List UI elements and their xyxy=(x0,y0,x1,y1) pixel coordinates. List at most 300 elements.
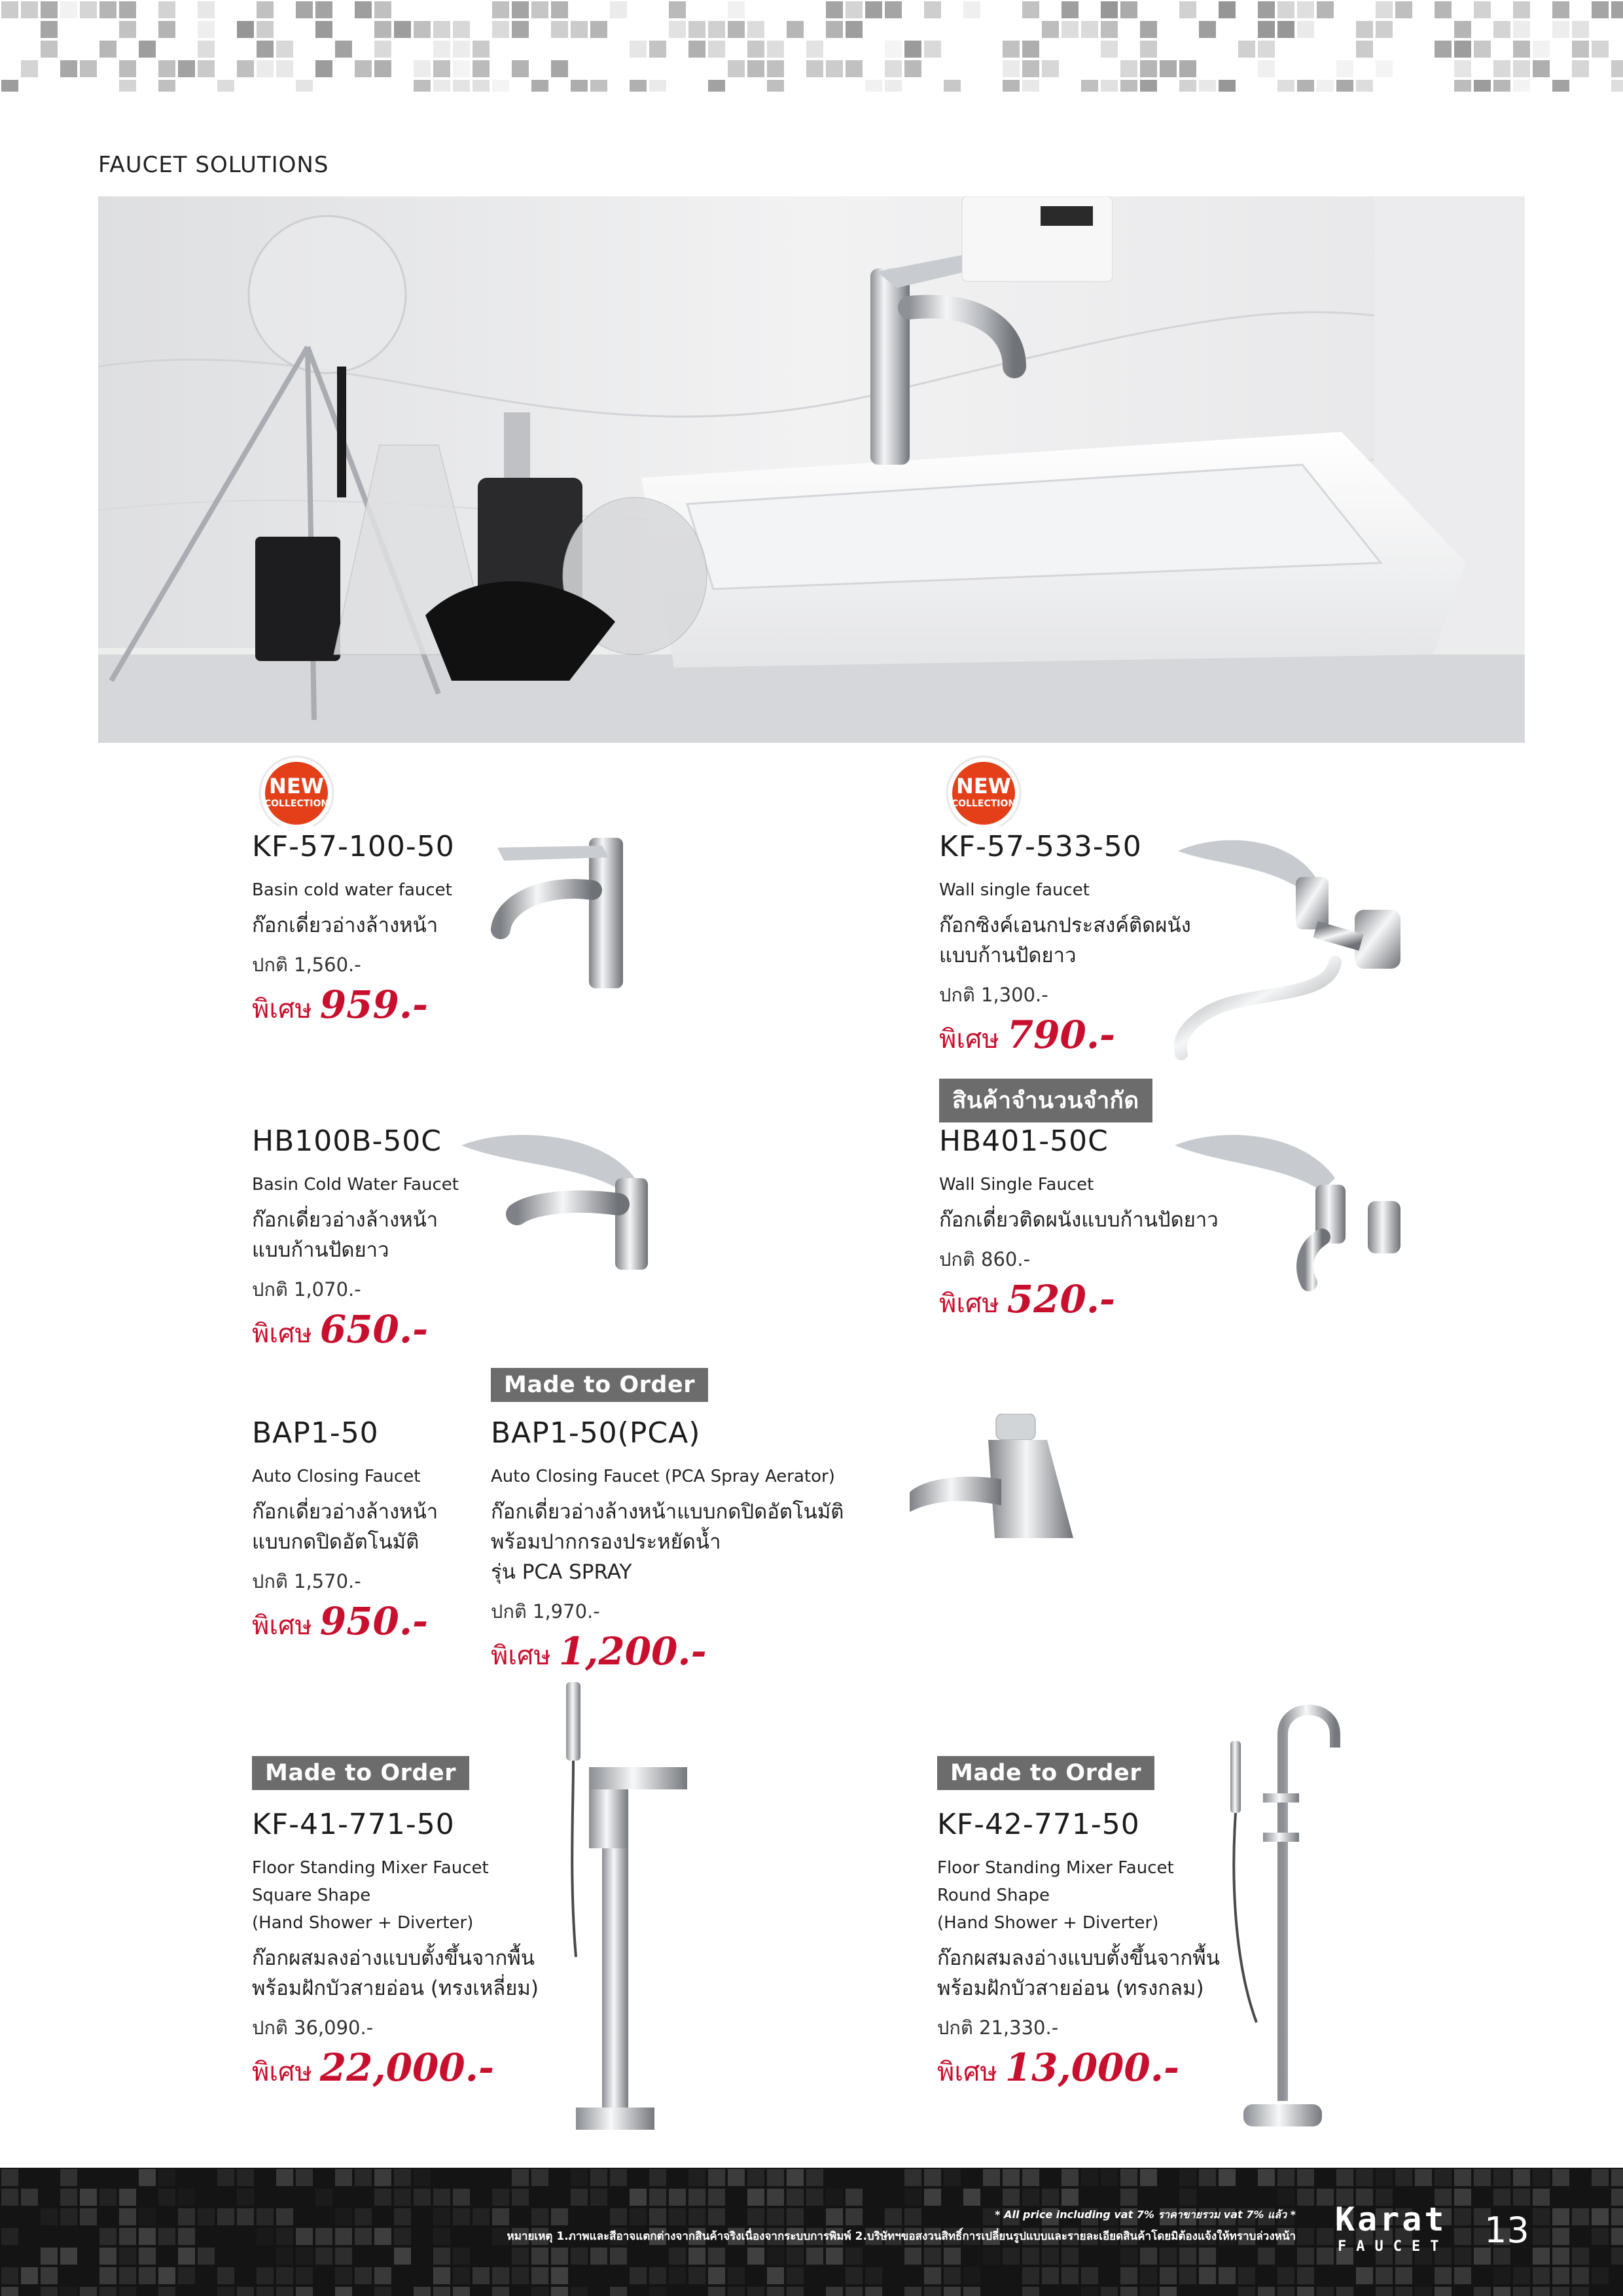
mosaic-tile xyxy=(1003,60,1020,77)
mosaic-tile xyxy=(296,2169,313,2186)
mosaic-tile xyxy=(531,80,548,92)
mosaic-tile xyxy=(1611,60,1623,77)
mosaic-tile xyxy=(669,21,686,38)
mosaic-tile xyxy=(1219,2169,1236,2186)
mosaic-tile xyxy=(1022,1,1039,18)
mosaic-tile xyxy=(1081,21,1098,38)
mosaic-tile xyxy=(610,1,627,18)
mosaic-tile xyxy=(473,60,490,77)
mosaic-tile xyxy=(669,2208,686,2225)
mosaic-tile xyxy=(1022,2189,1039,2206)
mosaic-tile xyxy=(1552,1,1569,18)
faucet-image-bap1-50 xyxy=(897,1414,1080,1545)
mosaic-tile xyxy=(747,2189,764,2206)
mosaic-tile xyxy=(492,2189,509,2206)
normal-price: ปกติ 1,570.- xyxy=(252,1570,361,1592)
mosaic-tile xyxy=(1022,2287,1039,2296)
mosaic-tile xyxy=(492,80,509,92)
mosaic-tile xyxy=(1533,2169,1550,2186)
mosaic-tile xyxy=(276,2208,293,2225)
mosaic-tile xyxy=(41,2267,58,2284)
mosaic-tile xyxy=(433,41,450,58)
mosaic-tile xyxy=(237,2208,254,2225)
mosaic-tile xyxy=(276,2248,293,2265)
mosaic-tile xyxy=(767,2267,784,2284)
mosaic-tile xyxy=(846,1,863,18)
mosaic-tile xyxy=(1101,41,1118,58)
faucet-image-kf-57-100-50 xyxy=(491,831,641,995)
mosaic-tile xyxy=(1454,80,1471,92)
mosaic-tile xyxy=(374,2169,391,2186)
mosaic-tile xyxy=(1297,21,1314,38)
mosaic-tile xyxy=(1611,2248,1623,2265)
mosaic-tile xyxy=(119,2267,136,2284)
mosaic-tile xyxy=(99,2287,116,2296)
mosaic-tile xyxy=(1277,80,1294,92)
mosaic-tile xyxy=(119,1,136,18)
mosaic-tile xyxy=(747,21,764,38)
mosaic-tile xyxy=(767,41,784,58)
mosaic-tile xyxy=(257,21,274,38)
mosaic-tile xyxy=(904,2287,921,2296)
mosaic-tile xyxy=(551,1,568,18)
mosaic-tile xyxy=(1022,2169,1039,2186)
page-number: 13 xyxy=(1484,2210,1529,2251)
mosaic-tile xyxy=(728,2169,745,2186)
product-desc-th: ก๊อกเดี่ยวติดผนังแบบก้านปัดยาว xyxy=(939,1208,1219,1232)
mosaic-tile xyxy=(1219,1,1236,18)
product-model: KF-41-771-50 xyxy=(252,1808,455,1841)
mosaic-tile xyxy=(198,60,215,77)
mosaic-tile xyxy=(1415,2287,1432,2296)
mosaic-tile xyxy=(198,41,215,58)
mosaic-tile xyxy=(1003,2189,1020,2206)
mosaic-tile xyxy=(315,1,332,18)
mosaic-tile xyxy=(237,2189,254,2206)
mosaic-tile xyxy=(1,2189,18,2206)
mosaic-tile xyxy=(1552,80,1569,92)
mosaic-tile xyxy=(649,2287,666,2296)
mosaic-tile xyxy=(1022,80,1039,92)
mosaic-tile xyxy=(394,2189,411,2206)
mosaic-tile xyxy=(453,60,470,77)
mosaic-tile xyxy=(944,2169,961,2186)
special-price: พิเศษ 22,000.- xyxy=(252,2045,495,2090)
mosaic-tile xyxy=(119,80,136,92)
mosaic-tile xyxy=(571,2248,588,2265)
mosaic-tile xyxy=(1297,2267,1314,2284)
product-kf-42-771-50 xyxy=(937,1808,1220,2092)
product-desc-th: ก๊อกเดี่ยวอ่างล้างหน้า xyxy=(252,914,438,937)
mosaic-tile xyxy=(60,2287,77,2296)
mosaic-tile xyxy=(904,2248,921,2265)
mosaic-tile xyxy=(826,60,843,77)
mosaic-tile xyxy=(433,2248,450,2265)
mosaic-tile xyxy=(1611,2208,1623,2225)
mosaic-tile xyxy=(688,2267,705,2284)
mosaic-tile xyxy=(41,21,58,38)
mosaic-tile xyxy=(1435,41,1452,58)
mosaic-tile xyxy=(80,2208,97,2225)
mosaic-tile xyxy=(1179,2189,1196,2206)
mosaic-tile xyxy=(1454,2267,1471,2284)
mosaic-tile xyxy=(1493,2267,1510,2284)
mosaic-tile xyxy=(158,2287,175,2296)
mosaic-tile xyxy=(198,2248,215,2265)
mosaic-tile xyxy=(1356,21,1373,38)
faucet-image-hb100b-50c xyxy=(458,1126,661,1276)
mosaic-tile xyxy=(1297,80,1314,92)
mosaic-tile xyxy=(1140,2267,1157,2284)
mosaic-tile xyxy=(1474,2287,1491,2296)
mosaic-tile xyxy=(531,2248,548,2265)
mosaic-tile xyxy=(1179,2169,1196,2186)
mosaic-tile xyxy=(1258,41,1275,58)
mosaic-tile xyxy=(846,2208,863,2225)
mosaic-tile xyxy=(257,41,274,58)
mosaic-tile xyxy=(963,1,980,18)
mosaic-tile xyxy=(139,2267,156,2284)
mosaic-tile xyxy=(688,2208,705,2225)
mosaic-tile xyxy=(217,2208,234,2225)
mosaic-tile xyxy=(217,80,234,92)
mosaic-tile xyxy=(178,60,195,77)
mosaic-tile xyxy=(865,2287,882,2296)
mosaic-tile xyxy=(1533,60,1550,77)
mosaic-tile xyxy=(1199,80,1216,92)
mosaic-tile xyxy=(80,1,97,18)
mosaic-tile xyxy=(1552,2267,1569,2284)
mosaic-tile xyxy=(649,2208,666,2225)
mosaic-tile xyxy=(60,60,77,77)
mosaic-tile xyxy=(414,2287,431,2296)
mosaic-tile xyxy=(394,2248,411,2265)
mosaic-tile xyxy=(198,2208,215,2225)
product-desc-en: Wall single faucet xyxy=(939,880,1090,900)
normal-price: ปกติ 21,330.- xyxy=(937,2017,1059,2039)
mosaic-tile xyxy=(1454,21,1471,38)
product-kf-41-771-50 xyxy=(252,1808,539,2092)
mosaic-tile xyxy=(924,2169,941,2186)
mosaic-tile xyxy=(1493,60,1510,77)
mosaic-tile xyxy=(1513,80,1530,92)
mosaic-tile xyxy=(158,80,175,92)
mosaic-tile xyxy=(1611,2189,1623,2206)
mosaic-tile xyxy=(1474,41,1491,58)
product-model: KF-57-100-50 xyxy=(252,830,455,863)
mosaic-tile xyxy=(178,2248,195,2265)
mosaic-tile xyxy=(414,2169,431,2186)
product-desc-en: Floor Standing Mixer Faucet Round Shape (Hand Shower + Diverter) xyxy=(937,1858,1174,1933)
faucet-image-hb401-50c xyxy=(1171,1126,1420,1296)
mosaic-tile xyxy=(1454,2228,1471,2245)
product-desc-en: Wall Single Faucet xyxy=(939,1175,1094,1194)
mosaic-tile xyxy=(139,2228,156,2245)
mosaic-tile xyxy=(99,2267,116,2284)
product-desc-en: Floor Standing Mixer Faucet Square Shape (Hand Shower + Diverter) xyxy=(252,1858,489,1933)
mosaic-tile xyxy=(1277,21,1294,38)
mosaic-tile xyxy=(1513,1,1530,18)
mosaic-tile xyxy=(1552,2208,1569,2225)
mosaic-tile xyxy=(806,2189,823,2206)
mosaic-tile xyxy=(669,2189,686,2206)
mosaic-tile xyxy=(728,2267,745,2284)
mosaic-tile xyxy=(590,2169,607,2186)
mosaic-tile xyxy=(433,80,450,92)
mosaic-tile xyxy=(1454,2189,1471,2206)
mosaic-tile xyxy=(453,80,470,92)
mosaic-tile xyxy=(315,2228,332,2245)
mosaic-tile xyxy=(924,2287,941,2296)
mosaic-tile xyxy=(885,2208,902,2225)
mosaic-tile xyxy=(433,21,450,38)
mosaic-tile xyxy=(1120,2189,1137,2206)
mosaic-tile xyxy=(963,2267,980,2284)
mosaic-tile xyxy=(944,80,961,92)
mosaic-tile xyxy=(1376,21,1393,38)
mosaic-tile xyxy=(1160,2287,1177,2296)
mosaic-tile xyxy=(512,60,529,77)
mosaic-tile xyxy=(747,2287,764,2296)
mosaic-tile xyxy=(1611,1,1623,18)
mosaic-tile xyxy=(728,60,745,77)
mosaic-tile xyxy=(237,2169,254,2186)
mosaic-tile xyxy=(414,60,431,77)
mosaic-tile xyxy=(590,2189,607,2206)
mosaic-tile xyxy=(355,2267,372,2284)
mosaic-tile xyxy=(1474,2169,1491,2186)
mosaic-tile xyxy=(1513,41,1530,58)
mosaic-tile xyxy=(1061,1,1079,18)
product-desc-th: ก๊อกผสมลงอ่างแบบตั้งขึ้นจากพื้น พร้อมฝักบัวสายอ่อน (ทรงเหลี่ยม) xyxy=(252,1946,539,2000)
mosaic-tile xyxy=(708,2189,725,2206)
mosaic-tile xyxy=(335,2248,352,2265)
mosaic-tile xyxy=(276,41,293,58)
mosaic-tile xyxy=(1238,41,1255,58)
mosaic-tile xyxy=(41,41,58,58)
mosaic-tile xyxy=(1356,2169,1373,2186)
mosaic-tile xyxy=(865,1,882,18)
footer-remark: หมายเหตุ 1.ภาพและสีอาจแตกต่างจากสินค้าจริงเนื่องจากระบบการพิมพ์ 2.บริษัทฯขอสงวนสิทธิ์การเปลี่ยนรูปแบบและรายละเอียดสินค้าโดยมิต้องแจ้งให้ทราบล่วงหน้า xyxy=(507,2230,1296,2243)
mosaic-tile xyxy=(60,2189,77,2206)
mosaic-tile xyxy=(708,2169,725,2186)
mosaic-tile xyxy=(1120,80,1137,92)
mosaic-tile xyxy=(1552,2287,1569,2296)
mosaic-tile xyxy=(1,2287,18,2296)
mosaic-tile xyxy=(355,60,372,77)
mosaic-tile xyxy=(1199,2169,1216,2186)
mosaic-tile xyxy=(217,2169,234,2186)
mosaic-tile xyxy=(806,60,823,77)
mosaic-tile xyxy=(826,2248,843,2265)
mosaic-tile xyxy=(1160,2248,1177,2265)
mosaic-tile xyxy=(198,1,215,18)
mosaic-tile xyxy=(335,2208,352,2225)
mosaic-tile xyxy=(630,2189,647,2206)
mosaic-tile xyxy=(60,1,77,18)
mosaic-tile xyxy=(276,2267,293,2284)
mosaic-tile xyxy=(1552,2228,1569,2245)
mosaic-tile xyxy=(1513,2287,1530,2296)
mosaic-tile xyxy=(610,2208,627,2225)
mosaic-tile xyxy=(1592,2228,1609,2245)
mosaic-tile xyxy=(433,2287,450,2296)
mosaic-tile xyxy=(669,2248,686,2265)
mosaic-tile xyxy=(1572,41,1589,58)
mosaic-tile xyxy=(119,21,136,38)
mosaic-tile xyxy=(315,2189,332,2206)
mosaic-tile xyxy=(315,60,332,77)
mosaic-tile xyxy=(610,2248,627,2265)
mosaic-tile xyxy=(1277,2189,1294,2206)
mosaic-tile xyxy=(257,1,274,18)
special-price: พิเศษ 790.- xyxy=(939,1013,1116,1057)
mosaic-tile xyxy=(1533,41,1550,58)
product-bap1-50-pca xyxy=(491,1416,844,1676)
mosaic-tile xyxy=(158,21,175,38)
mosaic-tile xyxy=(787,2267,804,2284)
mosaic-tile xyxy=(119,2208,136,2225)
mosaic-tile xyxy=(1395,2169,1412,2186)
mosaic-tile xyxy=(1297,2228,1314,2245)
product-desc-th: ก๊อกเดี่ยวอ่างล้างหน้า แบบกดปิดอัตโนมัติ xyxy=(252,1500,438,1554)
mosaic-tile xyxy=(1395,2267,1412,2284)
mosaic-tile xyxy=(1101,1,1118,18)
mosaic-tile xyxy=(1572,2267,1589,2284)
mosaic-tile xyxy=(296,2267,313,2284)
mosaic-tile xyxy=(335,2228,352,2245)
product-model: HB401-50C xyxy=(939,1124,1109,1158)
mosaic-tile xyxy=(1258,2287,1275,2296)
mosaic-tile xyxy=(1317,2189,1334,2206)
mosaic-tile xyxy=(433,2267,450,2284)
mosaic-tile xyxy=(257,2267,274,2284)
mosaic-tile xyxy=(1258,2248,1275,2265)
mosaic-tile xyxy=(708,21,725,38)
mosaic-tile xyxy=(1474,80,1491,92)
mosaic-tile xyxy=(1101,80,1118,92)
made-to-order-tag: Made to Order xyxy=(937,1756,1154,1790)
mosaic-tile xyxy=(1376,1,1393,18)
mosaic-tile xyxy=(296,1,313,18)
mosaic-tile xyxy=(276,2287,293,2296)
mosaic-tile xyxy=(551,21,568,38)
mosaic-tile xyxy=(787,2189,804,2206)
mosaic-tile xyxy=(1081,2169,1098,2186)
mosaic-tile xyxy=(492,2267,509,2284)
mosaic-tile xyxy=(708,2208,725,2225)
mosaic-tile xyxy=(60,2208,77,2225)
mosaic-tile xyxy=(846,2248,863,2265)
mosaic-tile xyxy=(963,2287,980,2296)
mosaic-tile xyxy=(1,80,18,92)
mosaic-tile xyxy=(571,80,588,92)
mosaic-tile xyxy=(1317,2287,1334,2296)
mosaic-tile xyxy=(963,2189,980,2206)
mosaic-tile xyxy=(708,2267,725,2284)
mosaic-tile xyxy=(1179,1,1196,18)
faucet-image-kf-57-533-50 xyxy=(1165,831,1427,1060)
mosaic-tile xyxy=(1081,2267,1098,2284)
mosaic-tile xyxy=(1120,2248,1137,2265)
mosaic-tile xyxy=(99,2189,116,2206)
mosaic-tile xyxy=(178,2228,195,2245)
mosaic-tile xyxy=(1317,1,1334,18)
mosaic-tile xyxy=(99,1,116,18)
mosaic-tile xyxy=(708,41,725,58)
new-collection-badge: NEW COLLECTION xyxy=(252,753,341,826)
mosaic-tile xyxy=(1376,60,1393,77)
mosaic-tile xyxy=(1042,60,1059,77)
mosaic-tile xyxy=(649,41,666,58)
mosaic-tile xyxy=(669,2267,686,2284)
mosaic-tile xyxy=(355,2208,372,2225)
mosaic-tile xyxy=(99,2248,116,2265)
product-kf-57-100-50 xyxy=(252,830,455,1030)
mosaic-tile xyxy=(355,2169,372,2186)
mosaic-tile xyxy=(846,60,863,77)
hero-illustration xyxy=(98,196,1525,743)
mosaic-tile xyxy=(41,2248,58,2265)
mosaic-tile xyxy=(276,60,293,77)
mosaic-tile xyxy=(1493,21,1510,38)
mosaic-tile xyxy=(1493,80,1510,92)
mosaic-tile xyxy=(1611,2228,1623,2245)
mosaic-tile xyxy=(944,2248,961,2265)
section-title: FAUCET SOLUTIONS xyxy=(98,152,329,178)
mosaic-tile xyxy=(1120,60,1137,77)
mosaic-tile xyxy=(551,60,568,77)
mosaic-tile xyxy=(1061,21,1079,38)
mosaic-tile xyxy=(1120,2267,1137,2284)
mosaic-tile xyxy=(551,2208,568,2225)
product-desc-th: ก๊อกผสมลงอ่างแบบตั้งขึ้นจากพื้น พร้อมฝักบัวสายอ่อน (ทรงกลม) xyxy=(937,1946,1220,2000)
mosaic-tile xyxy=(296,2248,313,2265)
limited-stock-tag: สินค้าจำนวนจำกัด xyxy=(939,1079,1152,1122)
mosaic-tile xyxy=(453,2208,470,2225)
top-mosaic-decoration xyxy=(0,0,1623,92)
mosaic-tile xyxy=(846,2267,863,2284)
faucet-image-kf-41-771-50 xyxy=(550,1682,700,2140)
mosaic-tile xyxy=(41,1,58,18)
mosaic-tile xyxy=(747,2208,764,2225)
mosaic-tile xyxy=(296,80,313,92)
mosaic-tile xyxy=(669,1,686,18)
mosaic-tile xyxy=(728,21,745,38)
special-price: พิเศษ 950.- xyxy=(252,1599,429,1643)
mosaic-tile xyxy=(1003,2248,1020,2265)
mosaic-tile xyxy=(1140,41,1157,58)
mosaic-tile xyxy=(1493,2189,1510,2206)
mosaic-tile xyxy=(1081,80,1098,92)
mosaic-tile xyxy=(1376,2287,1393,2296)
vat-note: * All price including vat 7% ราคาขายรวม vat 7% แล้ว * xyxy=(995,2208,1296,2221)
mosaic-tile xyxy=(1552,21,1569,38)
mosaic-tile xyxy=(1317,2248,1334,2265)
mosaic-tile xyxy=(630,2208,647,2225)
hero-bathroom-photo xyxy=(98,196,1525,743)
mosaic-tile xyxy=(1454,2248,1471,2265)
mosaic-tile xyxy=(924,41,941,58)
mosaic-tile xyxy=(1513,2267,1530,2284)
mosaic-tile xyxy=(257,60,274,77)
mosaic-tile xyxy=(649,2189,666,2206)
mosaic-tile xyxy=(571,2189,588,2206)
special-price: พิเศษ 13,000.- xyxy=(937,2045,1180,2090)
new-collection-badge: NEW COLLECTION xyxy=(939,753,1028,826)
mosaic-tile xyxy=(944,2287,961,2296)
mosaic-tile xyxy=(571,2169,588,2186)
